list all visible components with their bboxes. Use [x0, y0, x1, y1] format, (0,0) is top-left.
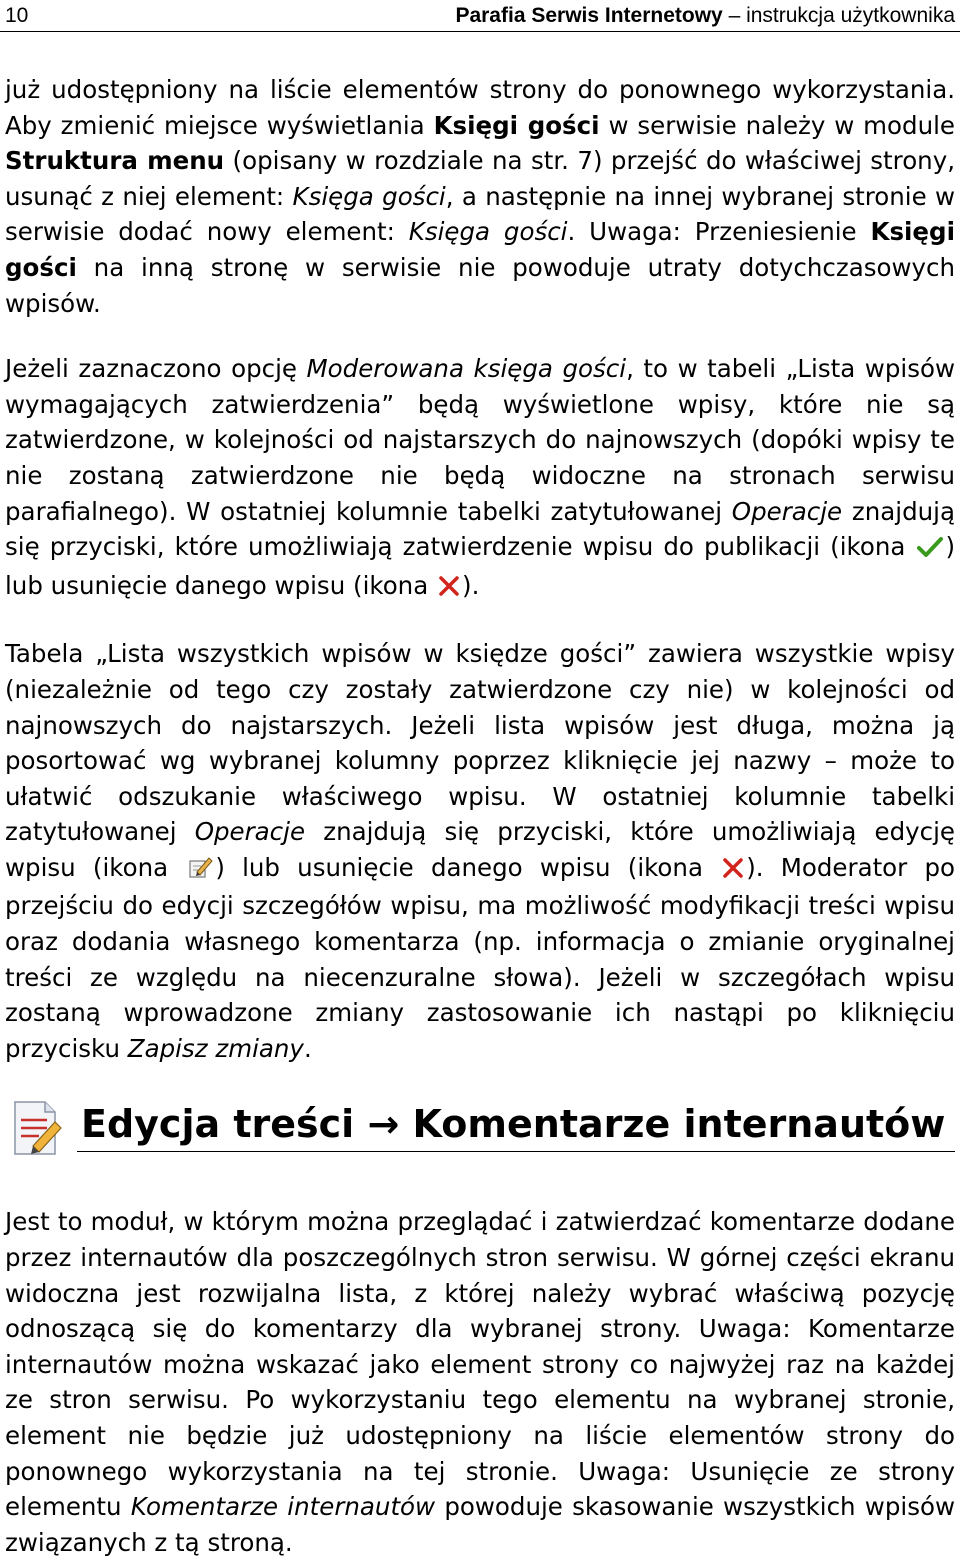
- text: w serwisie należy w module: [599, 110, 956, 140]
- text: Jest to moduł, w którym można przeglądać i zatwierdzać komentarze dodane przez internautów dla poszczególnych stron serwisu. W górnej części ekranu widoczna jest rozwijalna lista, z której należy wybrać właściwą pozycję odnoszącą się do komentarzy dla wybranej strony. Uwaga: Komentarze internautów można wskazać jako element strony co najwyżej raz na każdej ze stron serwisu. Po wykorzystaniu tego elementu na wybranej stronie, element nie będzie już udostępniony na liście elementów strony do ponownego wykorzystania na tej stronie. Uwaga: Usunięcie ze strony elementu: [5, 1207, 955, 1522]
- text: na inną stronę w serwisie nie powoduje utraty dotychczasowych wpisów.: [5, 252, 955, 318]
- delete-x-icon: [438, 571, 460, 607]
- text: Tabela „Lista wszystkich wpisów w księdze gości” zawiera wszystkie wpisy (niezależnie od tego czy zostały zatwierdzone czy nie) w kolejności od najnowszych do najstarszych. Jeżeli lista wpisów jest długa, można ją posortować wg wybranej kolumny poprzez kliknięcie jej nazwy – może to ułatwić odszukanie właściwego wpisu. W ostatniej kolumnie tabelki zatytułowanej: [5, 639, 955, 847]
- text: Jeżeli zaznaczono opcję: [5, 354, 307, 384]
- header-title-bold: Parafia Serwis Internetowy: [455, 4, 723, 27]
- page-header: [0, 0, 960, 32]
- text: (opisany w rozdziale na str. 7) przejść do właściwej strony, usunąć z niej element:: [5, 146, 955, 211]
- paragraph-2: [5, 351, 955, 606]
- text: , to w tabeli „Lista wpisów wymagających zatwierdzenia” będą wyświetlone wpisy, które nie są zatwierdzone, w kolejności od najstarszych do najnowszych (dopóki wpisy te nie zostaną zatwierdzone nie będą widoczne na stronach serwisu parafialnego). W ostatniej kolumnie tabelki zatytułowanej: [5, 354, 955, 526]
- text: .: [303, 1033, 312, 1063]
- header-title-rest: – instrukcja użytkownika: [722, 4, 955, 27]
- section-title: [81, 1100, 945, 1148]
- text: powoduje skasowanie wszystkich wpisów związanych z tą stroną.: [5, 1492, 955, 1557]
- delete-x-icon: [722, 853, 744, 889]
- text: ) lub usunięcie danego wpisu (ikona: [215, 852, 721, 882]
- bold-text: Księgi gości: [5, 217, 955, 282]
- bold-text: Struktura menu: [5, 146, 225, 176]
- document-edit-icon: [11, 1100, 63, 1156]
- arrow-icon: →: [367, 1102, 400, 1147]
- text: znajdują się przyciski, które umożliwiają zatwierdzenie wpisu do publikacji (ikona: [5, 496, 955, 562]
- italic-text: Księga gości: [408, 217, 568, 247]
- section-title-part-1: Edycja treści: [81, 1102, 355, 1147]
- header-title: [455, 4, 955, 28]
- check-icon: [917, 532, 943, 568]
- paragraph-1: [5, 72, 955, 321]
- paragraph-4: [5, 1204, 955, 1560]
- text: ).: [462, 570, 480, 600]
- edit-pencil-icon: [187, 853, 213, 889]
- paragraph-3: [5, 636, 955, 1066]
- text: znajdują się przyciski, które umożliwiają edycję wpisu (ikona: [5, 817, 955, 882]
- page-content: [5, 72, 955, 1560]
- text: , a następnie na innej wybranej stronie w serwisie dodać nowy element:: [5, 181, 956, 247]
- text: ). Moderator po przejściu do edycji szczegółów wpisu, ma możliwość modyfikacji treści wpisu oraz dodania własnego komentarza (np. informacja o zmianie oryginalnej treści ze względu na niecenzuralne słowa). Jeżeli w szczegółach wpisu zostaną wprowadzone zmiany zastosowanie ich nastąpi po kliknięciu przycisku: [5, 852, 955, 1063]
- section-title-part-2: Komentarze internautów: [412, 1102, 946, 1147]
- italic-text: Operacje: [731, 496, 843, 526]
- text: . Uwaga: Przeniesienie: [567, 217, 871, 247]
- page-number: 10: [5, 4, 29, 27]
- italic-text: Operacje: [194, 817, 306, 847]
- text: już udostępniony na liście elementów strony do ponownego wykorzystania. Aby zmienić miejsce wyświetlania: [5, 75, 955, 140]
- italic-text: Księga gości: [292, 181, 446, 211]
- text: ) lub usunięcie danego wpisu (ikona: [5, 532, 955, 600]
- bold-text: Księgi gości: [433, 110, 600, 140]
- italic-text: Zapisz zmiany: [127, 1033, 304, 1063]
- italic-text: Moderowana księga gości: [306, 354, 627, 384]
- section-heading: [5, 1096, 955, 1174]
- heading-underline: [77, 1151, 955, 1152]
- italic-text: Komentarze internautów: [130, 1492, 436, 1522]
